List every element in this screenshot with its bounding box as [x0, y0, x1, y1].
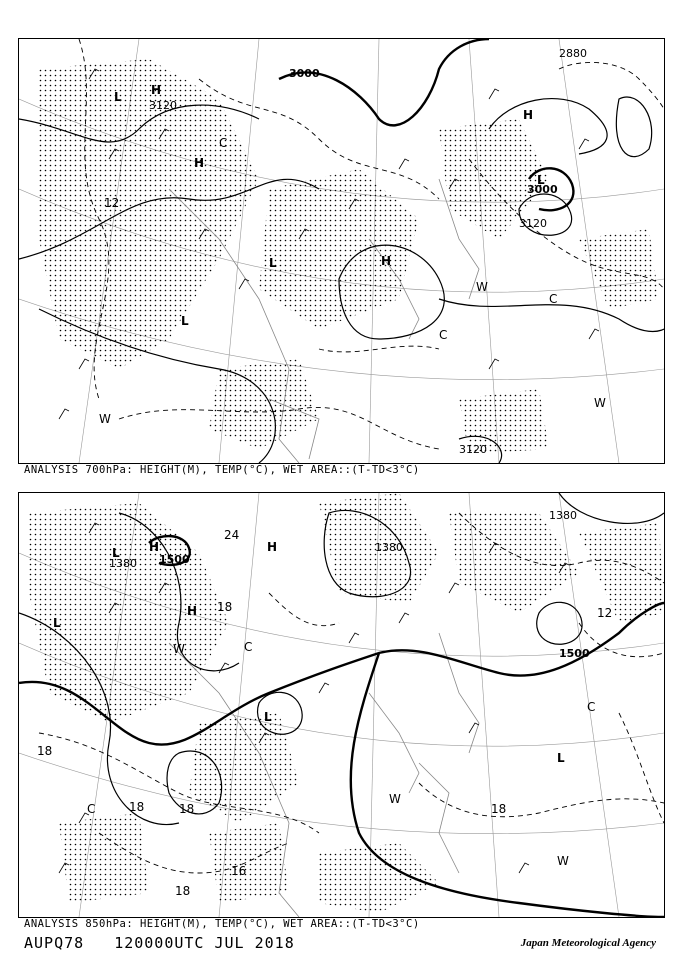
- center-marker: H: [523, 108, 534, 122]
- chart-id-line: [24, 934, 325, 952]
- temp-label: 18: [217, 600, 233, 614]
- center-marker: H: [187, 604, 198, 618]
- height-label: 2880: [559, 47, 587, 60]
- center-marker: H: [194, 156, 205, 170]
- wet-areas: [39, 59, 659, 454]
- map-700hpa: [18, 38, 665, 464]
- center-marker: L: [557, 751, 565, 765]
- chart-code: AUPQ78: [24, 934, 85, 952]
- height-label: 1380: [375, 541, 403, 554]
- center-marker: C: [219, 136, 228, 150]
- temp-label: 18: [129, 800, 145, 814]
- temperature-labels: [104, 196, 119, 210]
- center-marker: L: [269, 256, 277, 270]
- center-marker: H: [381, 254, 392, 268]
- height-label: 1500: [559, 647, 590, 660]
- center-marker: W: [99, 412, 111, 426]
- temp-label: 24: [224, 528, 240, 542]
- map-850hpa-drawing: [19, 493, 664, 917]
- temp-label: 16: [231, 864, 247, 878]
- temp-label: 12: [104, 196, 120, 210]
- height-label: 3120: [459, 443, 487, 456]
- center-marker: W: [476, 280, 488, 294]
- center-marker: C: [439, 328, 448, 342]
- height-label: 3000: [527, 183, 558, 196]
- temp-label: 18: [179, 802, 195, 816]
- chart-valid-time: 120000UTC JUL 2018: [114, 934, 295, 952]
- center-marker: C: [549, 292, 558, 306]
- wet-areas: [29, 493, 664, 913]
- temp-label: 18: [37, 744, 53, 758]
- center-marker: H: [151, 83, 162, 97]
- center-marker: W: [557, 854, 569, 868]
- height-label: 1500: [159, 553, 190, 566]
- map-850hpa: [18, 492, 665, 918]
- center-marker: L: [114, 90, 122, 104]
- center-marker: L: [537, 173, 545, 187]
- center-marker: L: [264, 710, 272, 724]
- height-label: 1380: [109, 557, 137, 570]
- center-marker: C: [87, 802, 96, 816]
- center-marker: W: [389, 792, 401, 806]
- center-marker: C: [587, 700, 596, 714]
- caption-700hpa: ANALYSIS 700hPa: HEIGHT(M), TEMP(°C), WET AREA::(T-TD<3°C): [24, 464, 420, 476]
- height-label: 1380: [549, 509, 577, 522]
- temp-label: 18: [491, 802, 507, 816]
- temp-label: 12: [597, 606, 613, 620]
- height-label: 3120: [519, 217, 547, 230]
- map-700hpa-drawing: [19, 39, 664, 463]
- center-marker: L: [112, 546, 120, 560]
- center-marker: L: [181, 314, 189, 328]
- caption-850hpa: ANALYSIS 850hPa: HEIGHT(M), TEMP(°C), WET AREA::(T-TD<3°C): [24, 918, 420, 930]
- agency-name: Japan Meteorological Agency: [520, 937, 656, 949]
- height-label: 3120: [149, 99, 177, 112]
- height-label: 3000: [289, 67, 320, 80]
- center-marker: H: [149, 540, 160, 554]
- center-marker: W: [594, 396, 606, 410]
- temp-label: 18: [175, 884, 191, 898]
- center-marker: L: [53, 616, 61, 630]
- center-marker: W: [173, 642, 185, 656]
- center-marker: C: [244, 640, 253, 654]
- center-marker: H: [267, 540, 278, 554]
